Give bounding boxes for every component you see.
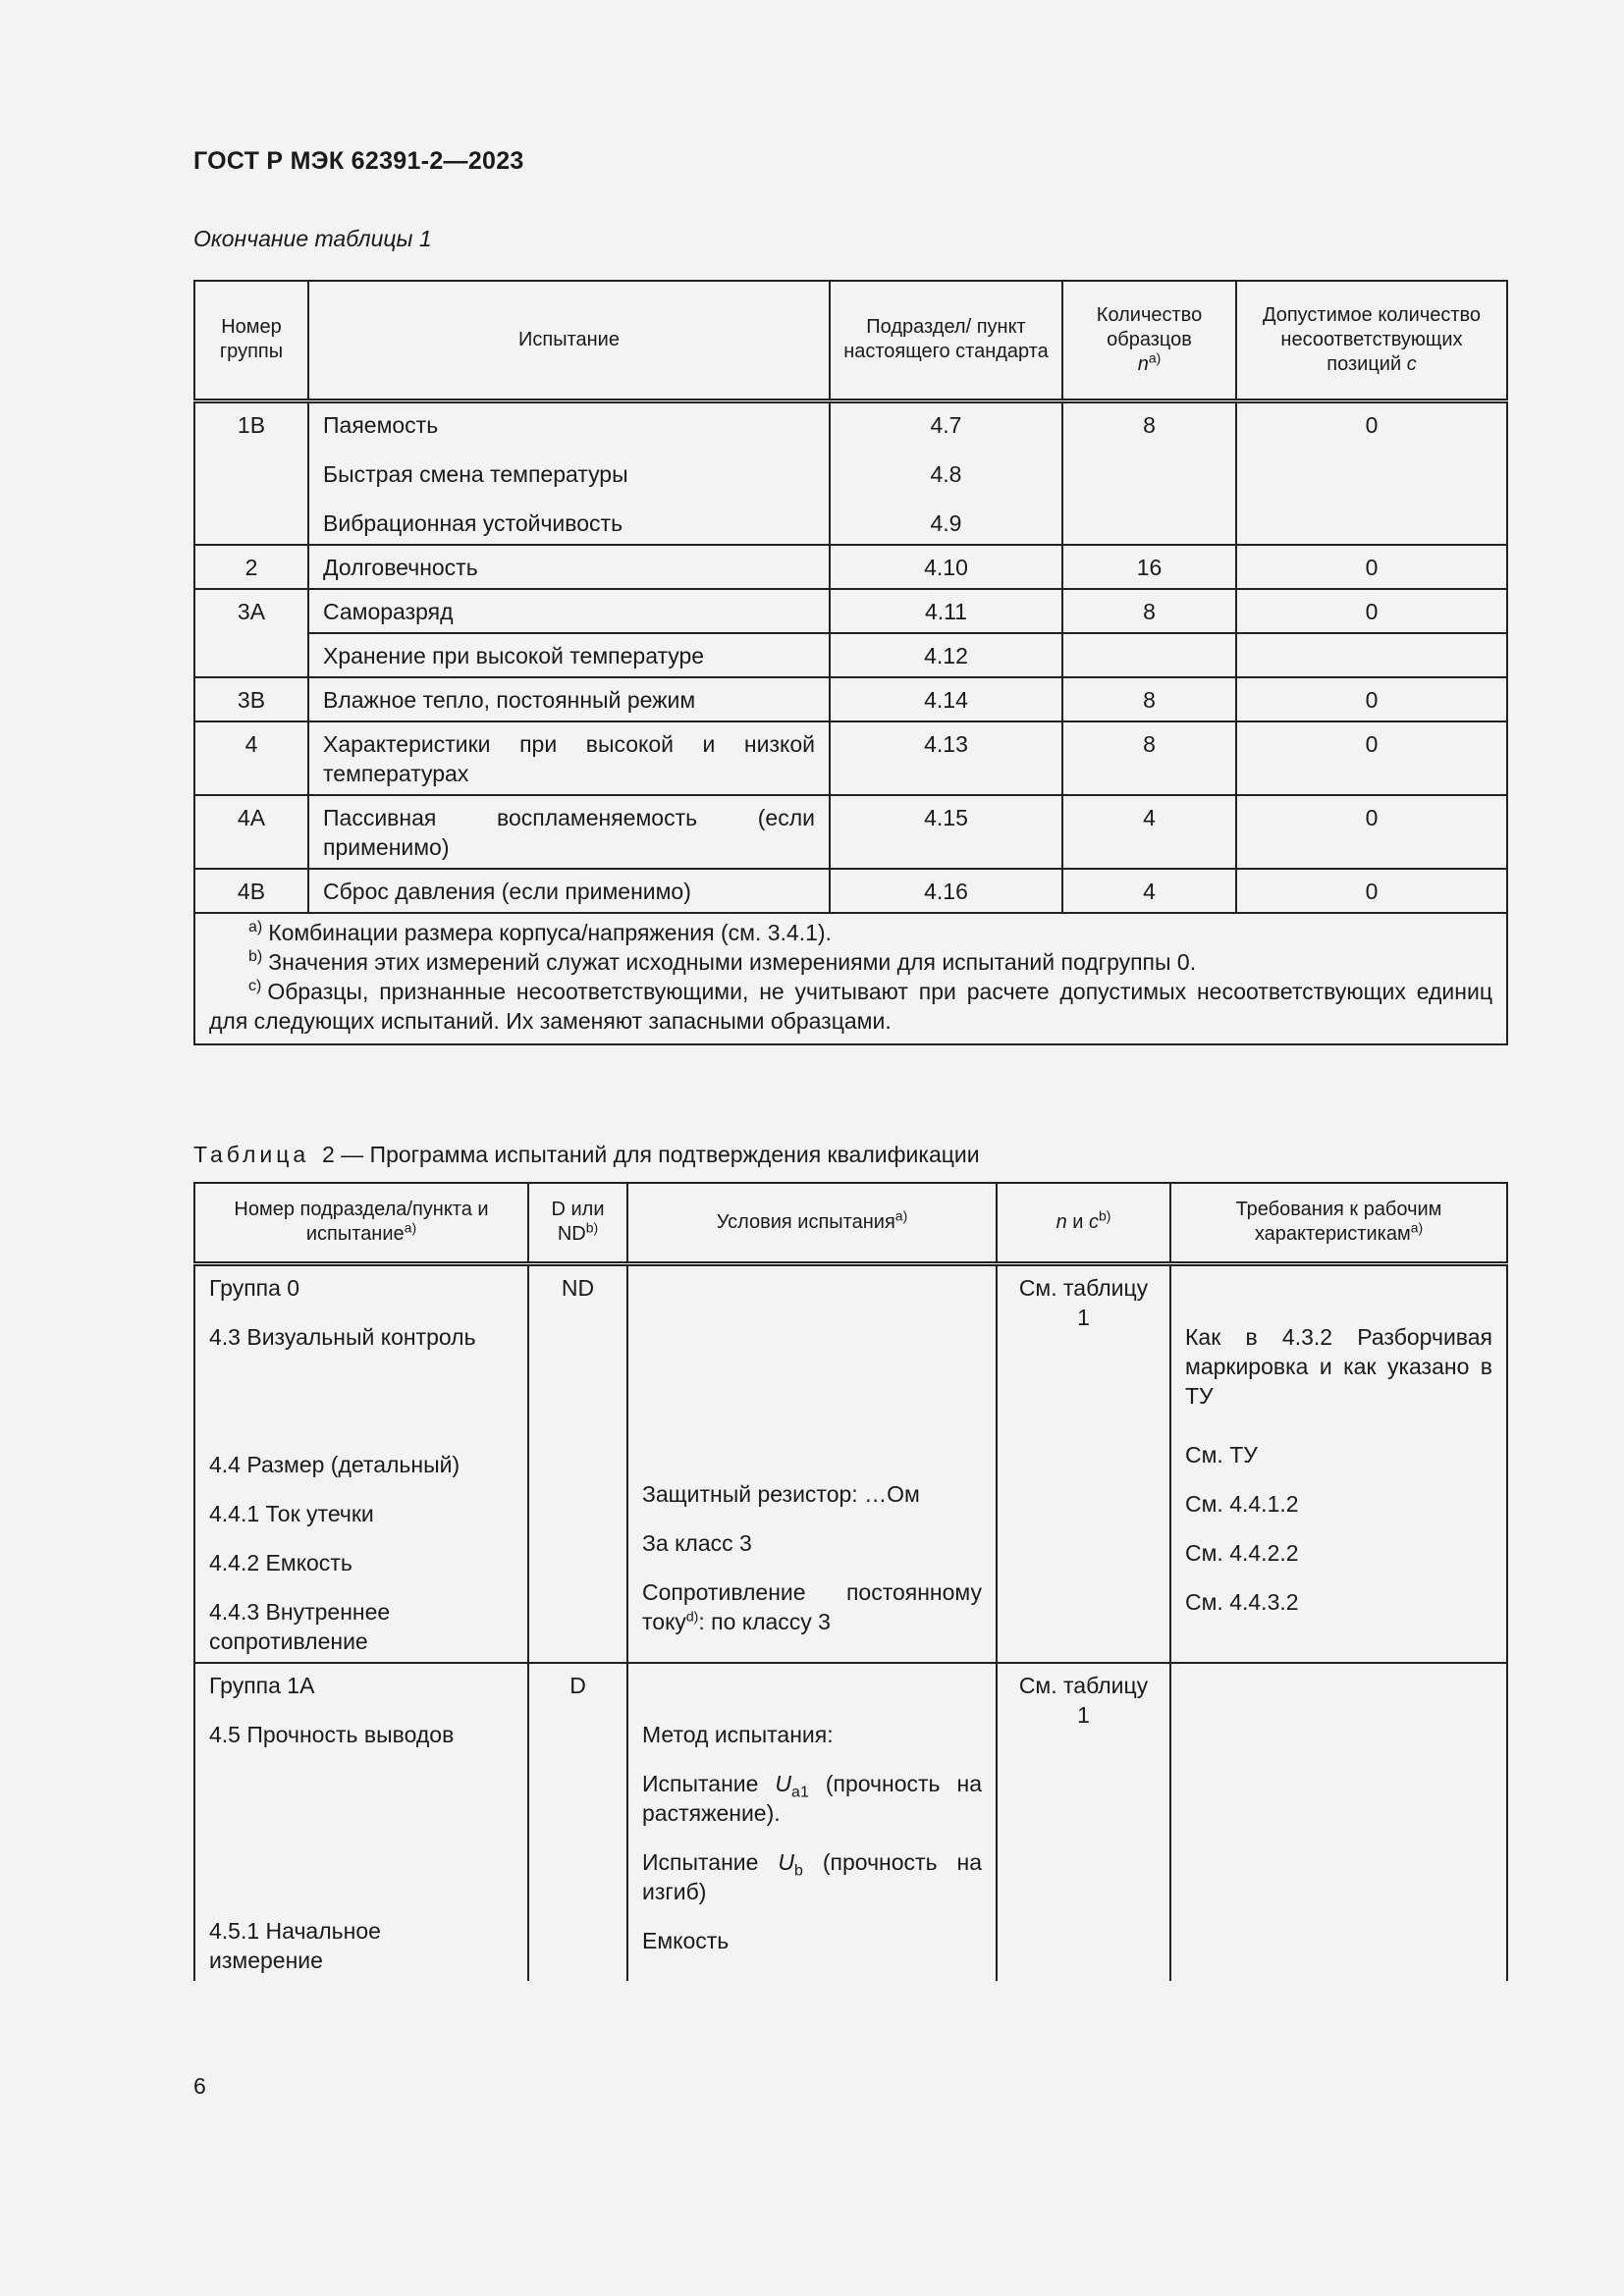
group-cell: 3B (194, 677, 308, 721)
col-header-requirements: Требования к рабочим характеристикам$^{a)}$ (1170, 1183, 1507, 1263)
qty-cell: 8 (1062, 589, 1236, 633)
conditions-cell: Метод испытания: Испытание $U_{a1}$ (прочность на растяжение). Испытание $U_b$ (прочность на изгиб) Емкость (627, 1663, 997, 1981)
footnote: $^{c)}$ Образцы, признанные несоответствующими, не учитывают при расчете допустимых несоответствующих единиц для следующих испытаний. Их заменяют запасными образцами. (209, 977, 1492, 1034)
dnd-cell: D (528, 1663, 627, 1981)
footnotes-row (194, 913, 1507, 1044)
clause-cell: 4.14 (830, 677, 1062, 721)
qty-cell: 4 (1062, 869, 1236, 913)
qty-cell: 8 (1062, 677, 1236, 721)
group-cell: 3A (194, 589, 308, 677)
col-header-test: Испытание (308, 281, 830, 400)
col-header-allowed: Допустимое количество несоответствующих позиций c (1236, 281, 1507, 400)
allowed-cell: 0 (1236, 721, 1507, 795)
qty-cell: 8 (1062, 721, 1236, 795)
page-number: 6 (193, 2073, 206, 2099)
col-header-nc: n и $c^{b)}$ (997, 1183, 1170, 1263)
clause-cell: 4.13 (830, 721, 1062, 795)
clause-cell: 4.10 (830, 545, 1062, 589)
table-row (194, 545, 1507, 589)
group-cell: 1B (194, 400, 308, 545)
clause-cell: Группа 0 4.3 Визуальный контроль 4.4 Размер (детальный) 4.4.1 Ток утечки 4.4.2 Емкость 4.4.3 Внутреннее сопротивление (194, 1263, 528, 1663)
allowed-cell: 0 (1236, 400, 1507, 545)
test-cell: Паяемость Быстрая смена температуры Вибрационная устойчивость (308, 400, 830, 545)
col-header-conditions: Условия испытания$^{a)}$ (627, 1183, 997, 1263)
allowed-cell (1236, 633, 1507, 677)
allowed-cell: 0 (1236, 677, 1507, 721)
group-cell: 4A (194, 795, 308, 869)
test-cell: Пассивная воспламеняемость (если применимо) (308, 795, 830, 869)
clause-cell: 4.16 (830, 869, 1062, 913)
clause-cell: 4.12 (830, 633, 1062, 677)
allowed-cell: 0 (1236, 869, 1507, 913)
conditions-cell: Защитный резистор: …Ом За класс 3 Сопротивление постоянному току$^{d)}$: по классу 3 (627, 1263, 997, 1663)
table-1 (193, 280, 1508, 1045)
qty-cell (1062, 633, 1236, 677)
requirements-cell (1170, 1663, 1507, 1981)
table-row (194, 589, 1507, 633)
qty-cell: 16 (1062, 545, 1236, 589)
clause-cell: 4.11 (830, 589, 1062, 633)
table1-caption: Окончание таблицы 1 (193, 226, 432, 251)
footnote: $^{b)}$ Значения этих измерений служат исходными измерениями для испытаний подгруппы 0. (248, 947, 1197, 975)
table-2 (193, 1182, 1508, 1981)
group-cell: 2 (194, 545, 308, 589)
qty-cell: 8 (1062, 400, 1236, 545)
test-cell: Сброс давления (если применимо) (308, 869, 830, 913)
allowed-cell: 0 (1236, 545, 1507, 589)
requirements-cell: Как в 4.3.2 Разборчивая маркировка и как указано в ТУ См. ТУ См. 4.4.1.2 См. 4.4.2.2 См. 4.4.3.2 (1170, 1263, 1507, 1663)
table2-caption: Таблица 2 — Программа испытаний для подтверждения квалификации (193, 1142, 980, 1167)
col-header-group: Номер группы (194, 281, 308, 400)
clause-cell: Группа 1А 4.5 Прочность выводов 4.5.1 Начальное измерение (194, 1663, 528, 1981)
footnote: $^{a)}$ Комбинации размера корпуса/напряжения (см. 3.4.1). (248, 918, 832, 945)
table-row (194, 869, 1507, 913)
test-cell: Саморазряд (308, 589, 830, 633)
test-cell: Хранение при высокой температуре (308, 633, 830, 677)
col-header-dnd: D или ND$^{b)}$ (528, 1183, 627, 1263)
clause-cell: 4.7 4.8 4.9 (830, 400, 1062, 545)
col-header-qty: Количество образцов $n^{a)}$ (1062, 281, 1236, 400)
qty-cell: 4 (1062, 795, 1236, 869)
table-row-group-1a (194, 1663, 1507, 1981)
nc-cell: См. таблицу 1 (997, 1263, 1170, 1663)
allowed-cell: 0 (1236, 589, 1507, 633)
table-row-group-0 (194, 1263, 1507, 1663)
col-header-clause: Подраздел/ пункт настоящего стандарта (830, 281, 1062, 400)
table-row (194, 633, 1507, 677)
document-header: ГОСТ Р МЭК 62391-2—2023 (193, 147, 524, 175)
table-row (194, 721, 1507, 795)
clause-cell: 4.15 (830, 795, 1062, 869)
allowed-cell: 0 (1236, 795, 1507, 869)
footnotes (194, 913, 1507, 1044)
nc-cell: См. таблицу 1 (997, 1663, 1170, 1981)
table-row (194, 677, 1507, 721)
group-cell: 4 (194, 721, 308, 795)
table-row (194, 400, 1507, 545)
test-cell: Долговечность (308, 545, 830, 589)
dnd-cell: ND (528, 1263, 627, 1663)
test-cell: Характеристики при высокой и низкой температурах (308, 721, 830, 795)
test-cell: Влажное тепло, постоянный режим (308, 677, 830, 721)
table-row (194, 795, 1507, 869)
col-header-clause: Номер подраздела/пункта и испытание$^{a)}$ (194, 1183, 528, 1263)
group-cell: 4B (194, 869, 308, 913)
